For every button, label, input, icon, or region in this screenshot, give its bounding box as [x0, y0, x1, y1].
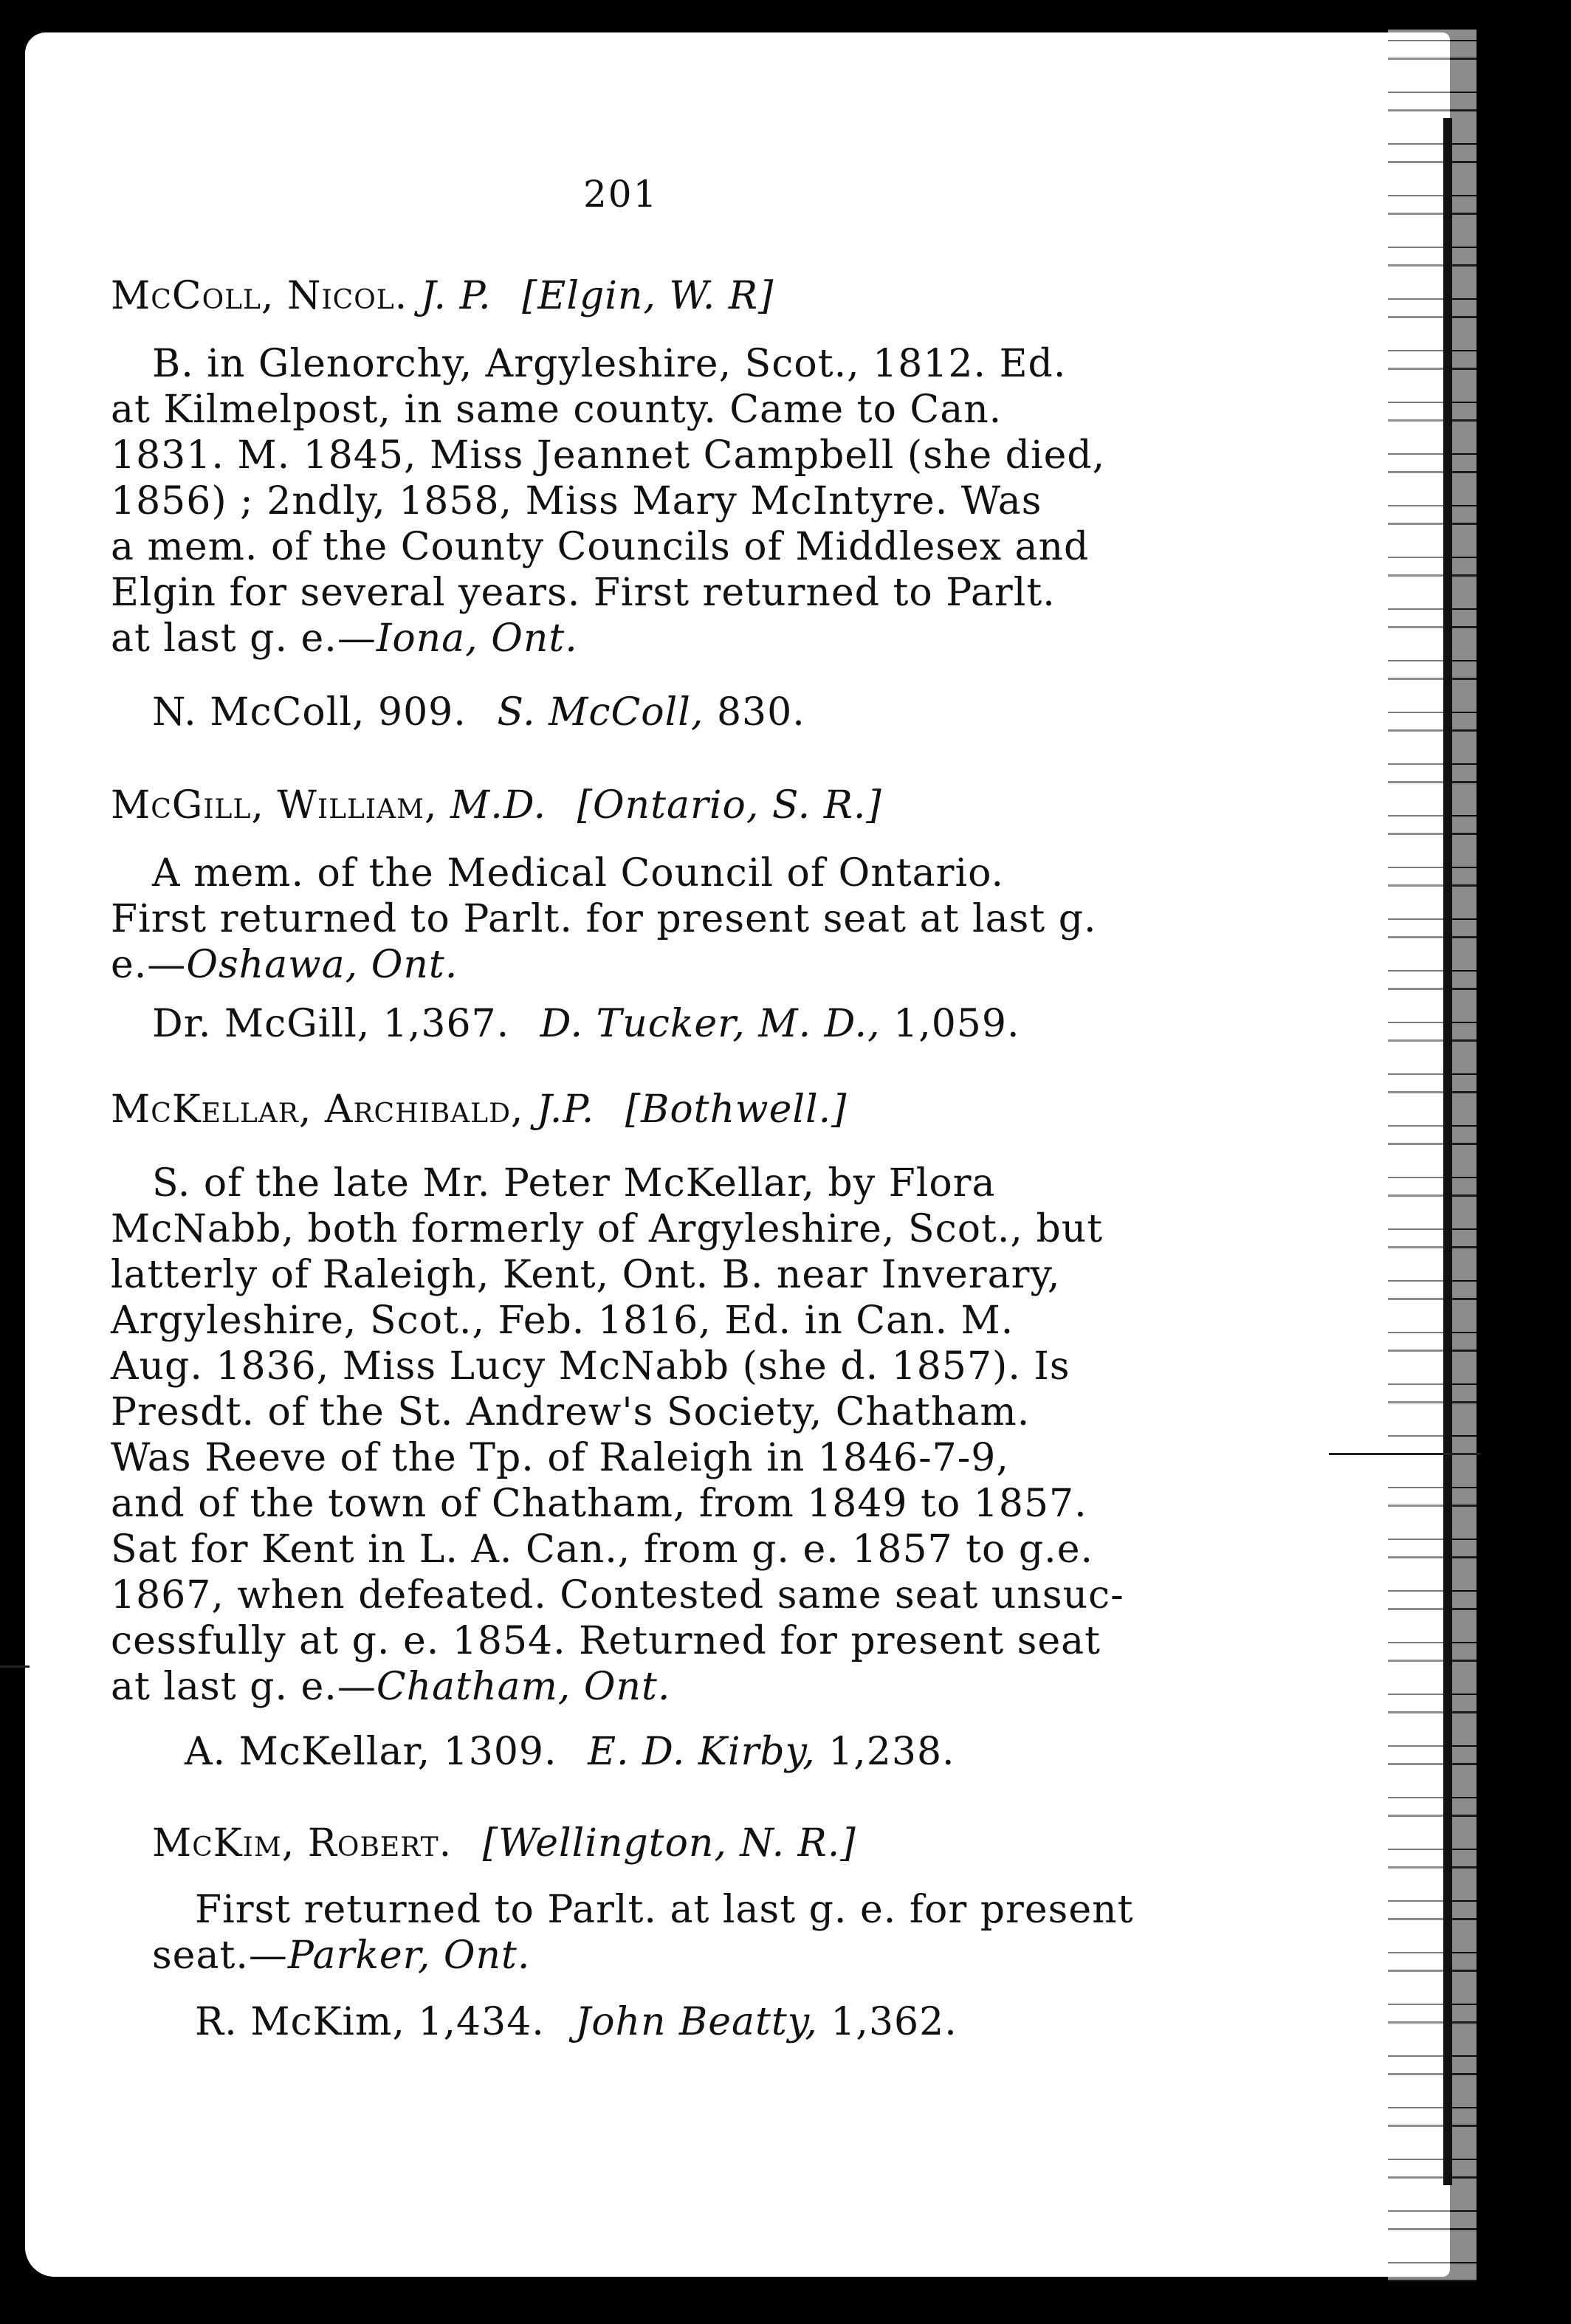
body-line: Sat for Kent in L. A. Can., from g. e. 1857 to g.e.	[111, 1527, 1093, 1572]
body-line-text: seat.—	[152, 1933, 288, 1978]
body-line: cessfully at g. e. 1854. Returned for present seat	[111, 1619, 1101, 1663]
body-line-last	[111, 942, 458, 988]
body-line-text: at last g. e.—	[111, 616, 377, 661]
body-line-text: e.—	[111, 943, 187, 987]
body-line: at Kilmelpost, in same county. Came to Can.	[111, 388, 1003, 432]
body-line: 1856) ; 2ndly, 1858, Miss Mary McIntyre. Was	[111, 479, 1042, 523]
body-line: Was Reeve of the Tp. of Raleigh in 1846-7-9,	[111, 1436, 1009, 1480]
residence: Parker, Ont.	[287, 1933, 531, 1978]
body-line: McNabb, both formerly of Argyleshire, Scot., but	[111, 1207, 1104, 1251]
vote-winner: R. McKim, 1,434.	[195, 2000, 545, 2044]
member-name: McGill, William,	[111, 783, 438, 828]
body-line: Aug. 1836, Miss Lucy McNabb (she d. 1857). Is	[111, 1344, 1070, 1389]
body-line: B. in Glenorchy, Argyleshire, Scot., 1812. Ed.	[152, 342, 1067, 386]
body-line: First returned to Parlt. at last g. e. for present	[195, 1888, 1134, 1932]
vote-other-name: John Beatty,	[575, 2000, 818, 2044]
body-line: latterly of Raleigh, Kent, Ont. B. near Inverary,	[111, 1253, 1061, 1297]
page-number: 201	[583, 173, 659, 216]
body-line-text: at last g. e.—	[111, 1665, 377, 1709]
body-line: and of the town of Chatham, from 1849 to 1857.	[111, 1482, 1087, 1526]
entry-heading	[111, 1087, 847, 1132]
body-line: a mem. of the County Councils of Middlesex and	[111, 525, 1090, 569]
body-line: Elgin for several years. First returned to Parlt.	[111, 571, 1056, 615]
vote-winner: N. McColl, 909.	[152, 690, 467, 735]
vote-other-count: 1,362.	[831, 2000, 958, 2044]
vote-other-name: S. McColl,	[497, 690, 704, 735]
residence: Iona, Ont.	[376, 616, 578, 661]
body-line: First returned to Parlt. for present seat at last g.	[111, 897, 1097, 941]
constituency: [Wellington, N. R.]	[482, 1821, 856, 1866]
member-name: McKellar, Archibald,	[111, 1087, 524, 1132]
residence: Oshawa, Ont.	[186, 943, 458, 987]
member-name: McKim, Robert.	[152, 1821, 453, 1866]
vote-other-name: E. D. Kirby,	[588, 1730, 816, 1774]
residence: Chatham, Ont.	[376, 1665, 671, 1709]
constituency: [Bothwell.]	[625, 1087, 848, 1132]
vote-winner: Dr. McGill, 1,367.	[152, 1002, 510, 1046]
vote-winner: A. McKellar, 1309.	[185, 1730, 557, 1774]
member-title: J.P.	[537, 1087, 595, 1132]
body-line: 1831. M. 1845, Miss Jeannet Campbell (she died,	[111, 433, 1106, 478]
election-result	[185, 1729, 955, 1775]
body-line-last	[111, 616, 578, 661]
constituency: [Elgin, W. R]	[522, 274, 774, 318]
body-line: Presdt. of the St. Andrew's Society, Chatham.	[111, 1390, 1031, 1434]
body-line: A mem. of the Medical Council of Ontario.	[152, 851, 1005, 895]
margin-mark-left	[0, 1665, 30, 1668]
body-line: S. of the late Mr. Peter McKellar, by Flora	[152, 1161, 996, 1206]
body-line: Argyleshire, Scot., Feb. 1816, Ed. in Can. M.	[111, 1299, 1014, 1343]
body-line-last	[111, 1664, 670, 1710]
binding-shadow	[1443, 118, 1452, 2185]
vote-other-count: 1,059.	[893, 1002, 1020, 1046]
member-title: J. P.	[420, 274, 492, 318]
entry-heading	[111, 273, 774, 319]
body-line: 1867, when defeated. Contested same seat unsuc-	[111, 1573, 1124, 1617]
election-result	[195, 1999, 958, 2045]
election-result	[152, 1001, 1020, 1047]
body-line-last	[152, 1933, 530, 1979]
member-title: M.D.	[450, 783, 547, 828]
member-name: McColl, Nicol.	[111, 274, 408, 318]
vote-other-count: 830.	[716, 690, 805, 735]
binding-edge	[1388, 30, 1477, 2281]
vote-other-name: D. Tucker, M. D.,	[540, 1002, 881, 1046]
vote-other-count: 1,238.	[828, 1730, 955, 1774]
margin-mark-right	[1329, 1453, 1480, 1455]
entry-heading	[111, 783, 882, 828]
constituency: [Ontario, S. R.]	[577, 783, 882, 828]
election-result	[152, 690, 805, 735]
entry-heading	[152, 1821, 856, 1866]
